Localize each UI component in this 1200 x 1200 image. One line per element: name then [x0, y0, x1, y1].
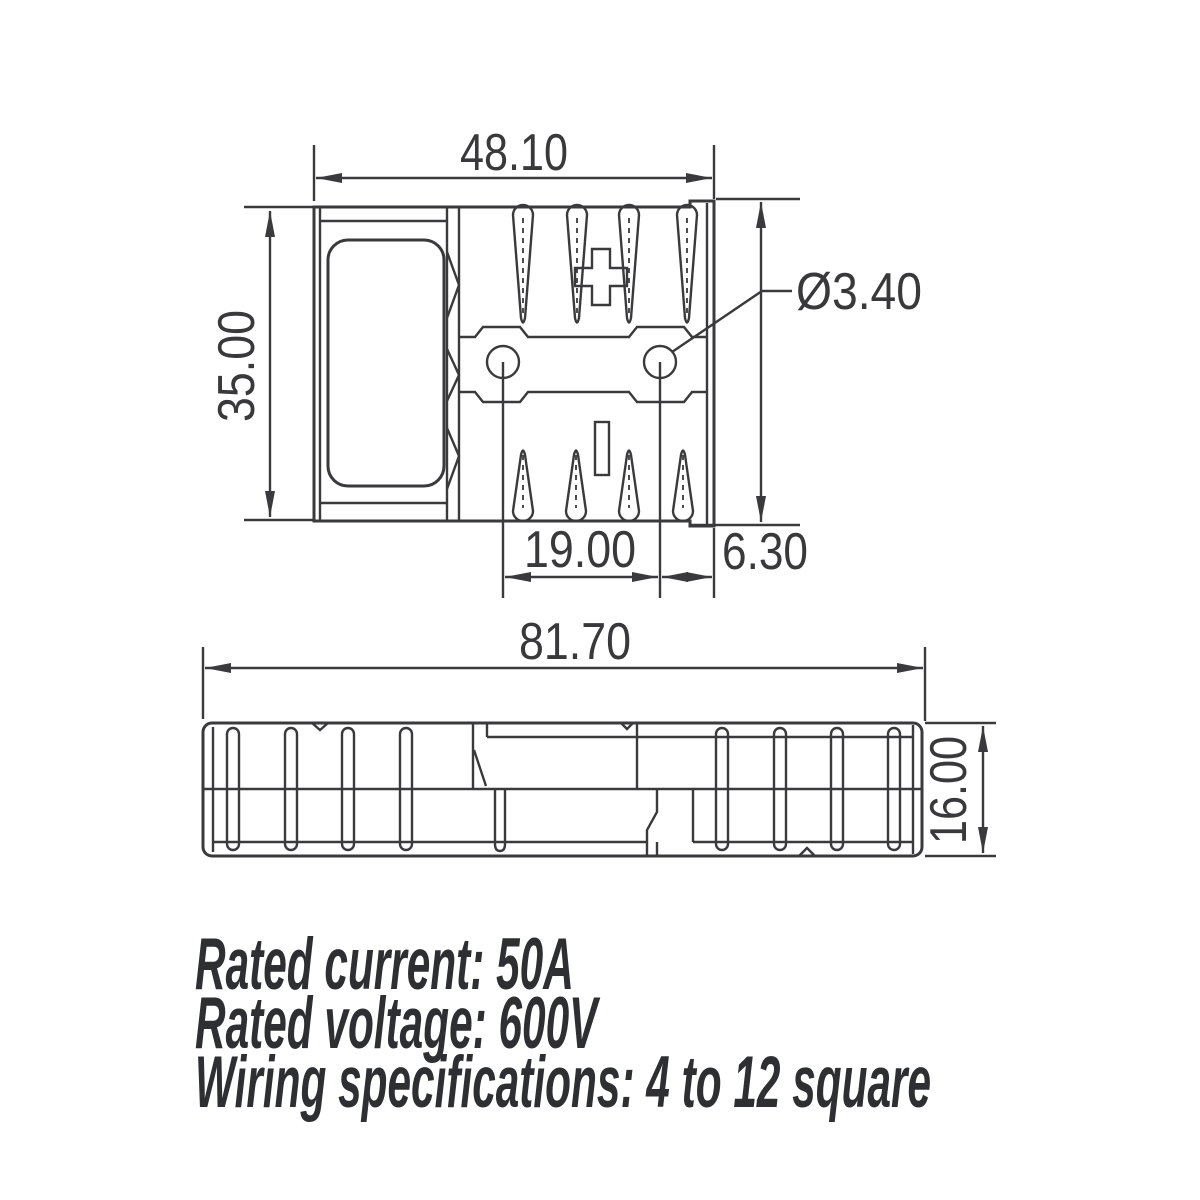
dim-hole-diameter-label: Ø3.40	[796, 263, 922, 321]
latch-recess-upper	[473, 723, 637, 789]
dim-height-label: 35.00	[208, 291, 266, 422]
side-view	[203, 723, 922, 856]
front-body-outline	[314, 201, 714, 526]
spec-rated-voltage: Rated voltage: 600V	[195, 983, 598, 1064]
side-view-dimensions	[203, 613, 996, 856]
dim-side-height-label: 16.00	[920, 713, 978, 844]
dim-edge-offset-label: 6.30	[722, 523, 808, 581]
dim-width-label: 48.10	[460, 124, 568, 182]
bottom-cable-slots	[513, 451, 693, 522]
mounting-strip-top	[459, 327, 707, 337]
latch-recess-lower	[495, 789, 693, 856]
divider-hatch	[447, 252, 459, 489]
front-view	[314, 201, 714, 598]
handle-opening	[328, 240, 444, 486]
spec-rated-current: Rated current: 50A	[195, 924, 574, 1005]
dim-hole-spacing-label: 19.00	[524, 521, 636, 579]
spec-wiring: Wiring specifications: 4 to 12 square	[195, 1042, 932, 1123]
negative-marking	[595, 422, 609, 475]
mounting-strip-bottom	[459, 392, 707, 402]
dim-length-label: 81.70	[519, 613, 631, 671]
